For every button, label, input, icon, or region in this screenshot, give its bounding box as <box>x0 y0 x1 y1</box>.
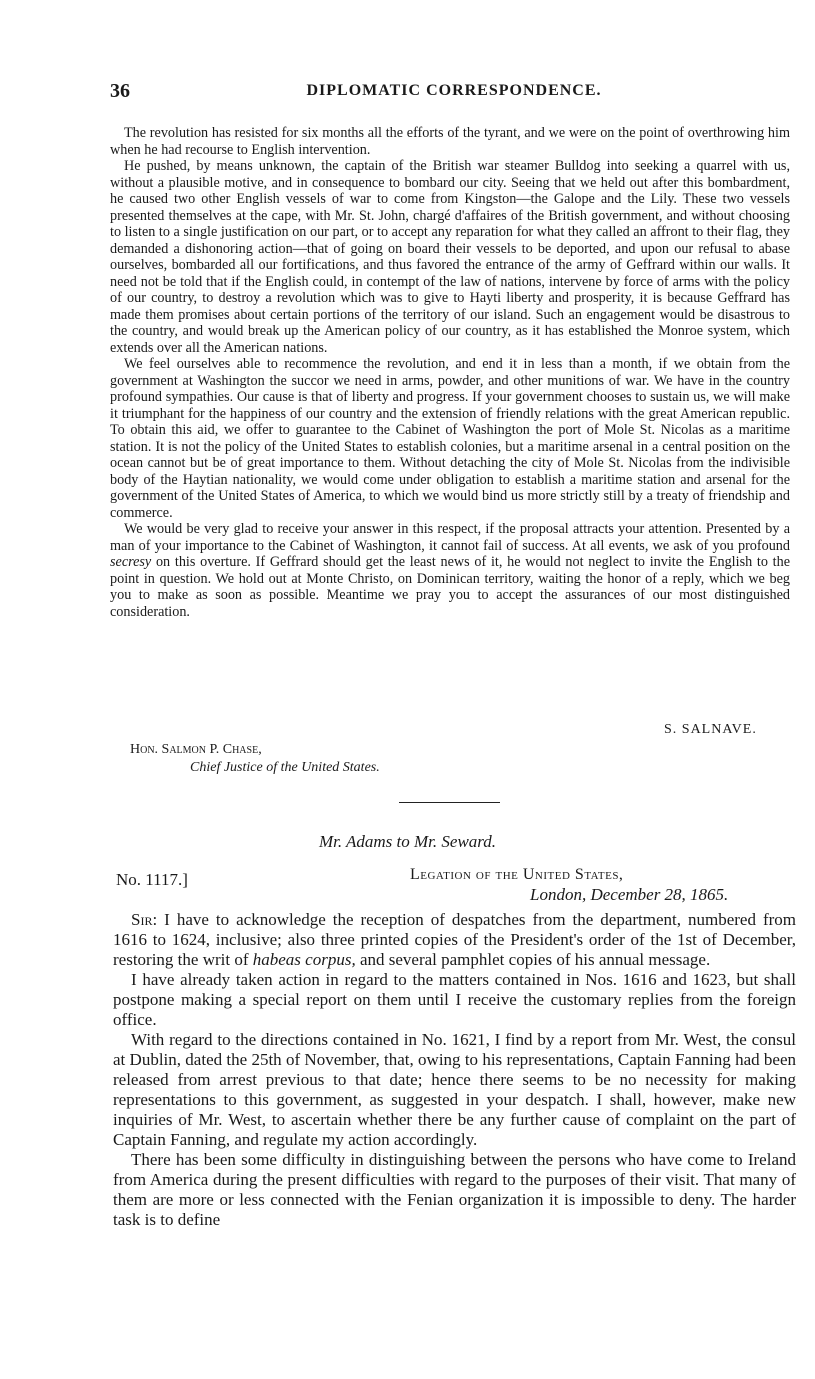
section-divider <box>399 802 500 803</box>
paragraph: The revolution has resisted for six months all the efforts of the tyrant, and we were on the point of overthrowing him when he had recourse to English intervention. <box>110 125 790 158</box>
adams-letter-body <box>113 910 796 1230</box>
page-number: 36 <box>110 80 130 102</box>
addressee-name: Hon. Salmon P. Chase, <box>130 742 262 757</box>
signature: S. SALNAVE. <box>664 722 757 737</box>
salutation: Sir <box>131 910 153 929</box>
emphasis: habeas corpus, <box>252 950 356 969</box>
salnave-letter-body <box>110 125 790 620</box>
despatch-number: No. 1117.] <box>116 870 188 889</box>
legation-line: Legation of the United States, <box>410 866 624 883</box>
paragraph: I have already taken action in regard to the matters contained in Nos. 1616 and 1623, but shall postpone making a special report on them until I receive the customary replies from the foreign office. <box>113 970 796 1029</box>
page-header <box>110 80 798 106</box>
paragraph: Sir: I have to acknowledge the reception of despatches from the department, numbered from 1616 to 1624, inclusive; also three printed copies of the President's order of the 1st of December, restoring the writ of habeas corpus, and several pamphlet copies of his annual message. <box>113 910 796 969</box>
letter-heading: Mr. Adams to Mr. Seward. <box>318 832 497 851</box>
paragraph: With regard to the directions contained in No. 1621, I find by a report from Mr. West, the consul at Dublin, dated the 25th of November, that, owing to his representations, Captain Fanning had been released from arrest previous to that date; hence there seems to be no necessity for making representations to this government, as suggested in your despatch. I shall, however, make new inquiries of Mr. West, to ascertain whether there be any further cause of complaint on the part of Captain Fanning, and regulate my action accordingly. <box>113 1030 796 1149</box>
running-head: DIPLOMATIC CORRESPONDENCE. <box>306 82 602 99</box>
paragraph: He pushed, by means unknown, the captain of the British war steamer Bulldog into seeking a quarrel with us, without a plausible motive, and in consequence to bombard our city. Seeing that we held out after this bombardment, he caused two other English vessels of war to come from Kingston—the Galope and the Lily. These two vessels presented themselves at the cape, with Mr. St. John, chargé d'affaires of the British government, and without choosing to listen to a single justification on our part, or to accept any reparation for what they called an affront to their flag, they demanded a dishonoring action—that of going on board their vessels to be deported, and upon our refusal to abase ourselves, bombarded all our fortifications, and thus favored the entrance of the army of Geffrard within our walls. It need not be told that if the English could, in contempt of the law of nations, intervene by force of arms with the policy of our country, to destroy a revolution which was to give to Hayti liberty and prosperity, it is because Geffrard has made them promises about certain portions of the territory of our island. Such an engagement would be disastrous to the country, and would break up the American policy of our country, as it has established the Monroe system, which extends over all the American nations. <box>110 158 790 356</box>
paragraph: There has been some difficulty in distinguishing between the persons who have come to Ireland from America during the present difficulties with regard to the purposes of their visit. That many of them are more or less connected with the Fenian organization it is impossible to deny. The harder task is to define <box>113 1150 796 1229</box>
addressee-title: Chief Justice of the United States. <box>190 760 380 775</box>
emphasis: secresy <box>110 554 152 570</box>
paragraph: We feel ourselves able to recommence the revolution, and end it in less than a month, if we obtain from the government at Washington the succor we need in arms, powder, and other munitions of war. We have in the country profound sympathies. Our cause is that of liberty and progress. If your government chooses to sustain us, we will make it triumphant for the happiness of our country and the extension of friendly relations with the great American republic. To obtain this aid, we offer to guarantee to the Cabinet of Washington the port of Mole St. Nicolas as a maritime station. It is not the policy of the United States to establish colonies, but a maritime arsenal in a central position on the ocean cannot but be of great importance to them. Without detaching the city of Mole St. Nicolas from the indivisible body of the Haytian nationality, we would come under obligation to establish a maritime station and arsenal for the government of the United States of America, to which we would bind us more strictly still by a treaty of friendship and commerce. <box>110 356 790 521</box>
place-date-line: London, December 28, 1865. <box>530 885 729 904</box>
paragraph: We would be very glad to receive your answer in this respect, if the proposal attracts your attention. Presented by a man of your importance to the Cabinet of Washington, it cannot fail of success. At all events, we ask of you profound secresy on this overture. If Geffrard should get the least news of it, he would not neglect to invite the English to the point in question. We hold out at Monte Christo, on Dominican territory, waiting the honor of a reply, which we beg you to make as soon as possible. Meantime we pray you to accept the assurances of our most distinguished consideration. <box>110 521 790 620</box>
